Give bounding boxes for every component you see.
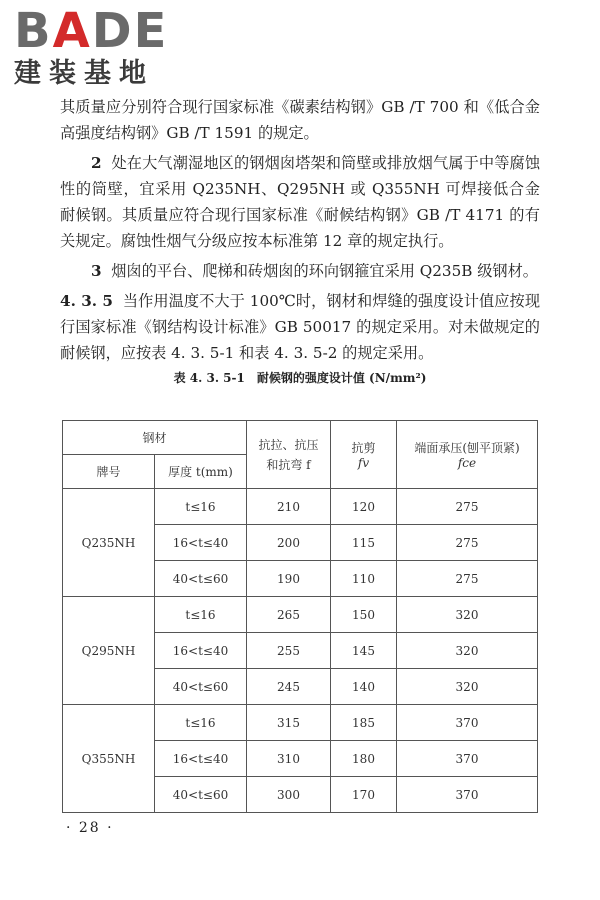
- table-row: [63, 597, 538, 633]
- header-tension: 抗拉、抗压和抗弯 f: [247, 421, 331, 489]
- section-number-4-3-5: 4. 3. 5: [60, 292, 113, 310]
- fce-cell: 275: [397, 561, 538, 597]
- paragraph-4-text: 当作用温度不大于 100℃时，钢材和焊缝的强度设计值应按现行国家标准《钢结构设计标准》GB 50017 的规定采用。对未做规定的耐候钢，应按表 4. 3. 5-1 和表 4. 3. 5-2 的规定采用。: [60, 292, 541, 362]
- paragraph-1: 其质量应分别符合现行国家标准《碳素结构钢》GB /T 700 和《低合金高强度结构钢》GB /T 1591 的规定。: [60, 98, 540, 142]
- grade-cell: Q235NH: [63, 489, 155, 597]
- header-shear-symbol: fv: [357, 456, 370, 470]
- thickness-cell: 16<t≤40: [155, 525, 247, 561]
- f-cell: 255: [247, 633, 331, 669]
- fv-cell: 150: [331, 597, 397, 633]
- fce-cell: 320: [397, 669, 538, 705]
- f-cell: 265: [247, 597, 331, 633]
- paragraph-2: [60, 150, 540, 254]
- f-cell: 310: [247, 741, 331, 777]
- grade-cell: Q295NH: [63, 597, 155, 705]
- fv-cell: 170: [331, 777, 397, 813]
- header-bearing: [397, 421, 538, 489]
- f-cell: 190: [247, 561, 331, 597]
- fce-cell: 370: [397, 705, 538, 741]
- thickness-cell: 40<t≤60: [155, 669, 247, 705]
- clause-number-2: 2: [91, 154, 102, 172]
- fv-cell: 185: [331, 705, 397, 741]
- thickness-cell: 16<t≤40: [155, 633, 247, 669]
- fv-cell: 180: [331, 741, 397, 777]
- thickness-cell: 40<t≤60: [155, 777, 247, 813]
- header-steel: 钢材: [63, 421, 247, 455]
- table-caption: 表 4. 3. 5-1 耐候钢的强度设计值 (N/mm²): [173, 371, 427, 385]
- paragraph-3-text: 烟囱的平台、爬梯和砖烟囱的环向钢箍宜采用 Q235B 级钢材。: [111, 262, 538, 280]
- header-thickness: 厚度 t(mm): [155, 455, 247, 489]
- grade-cell: Q355NH: [63, 705, 155, 813]
- logo-subtitle: 建装基地: [14, 58, 154, 89]
- paragraph-4: [60, 288, 540, 366]
- header-bearing-symbol: fce: [457, 456, 477, 470]
- table-row: [63, 489, 538, 525]
- document-body: [60, 94, 540, 392]
- fce-cell: 320: [397, 633, 538, 669]
- thickness-cell: t≤16: [155, 489, 247, 525]
- header-bearing-label: 端面承压(刨平顶紧): [414, 441, 520, 455]
- table-row: [63, 705, 538, 741]
- thickness-cell: 16<t≤40: [155, 741, 247, 777]
- fv-cell: 140: [331, 669, 397, 705]
- f-cell: 315: [247, 705, 331, 741]
- fv-cell: 120: [331, 489, 397, 525]
- header-grade: 牌号: [63, 455, 155, 489]
- thickness-cell: t≤16: [155, 597, 247, 633]
- fv-cell: 145: [331, 633, 397, 669]
- logo-wordmark: BADE: [14, 3, 169, 59]
- fv-cell: 115: [331, 525, 397, 561]
- thickness-cell: t≤16: [155, 705, 247, 741]
- header-shear: [331, 421, 397, 489]
- brand-logo: [14, 3, 184, 90]
- fce-cell: 370: [397, 777, 538, 813]
- f-cell: 200: [247, 525, 331, 561]
- clause-number-3: 3: [91, 262, 102, 280]
- f-cell: 245: [247, 669, 331, 705]
- paragraph-3: [60, 258, 540, 284]
- header-shear-label: 抗剪: [351, 441, 376, 455]
- thickness-cell: 40<t≤60: [155, 561, 247, 597]
- paragraph-2-text: 处在大气潮湿地区的钢烟囱塔架和筒壁或排放烟气属于中等腐蚀性的筒壁，宜采用 Q235NH、Q295NH 或 Q355NH 可焊接低合金耐候钢。其质量应符合现行国家标准《耐候结构钢》GB /T 4171 的有关规定。腐蚀性烟气分级应按本标准第 12 章的规定执行。: [60, 154, 541, 250]
- fce-cell: 275: [397, 489, 538, 525]
- strength-table: [62, 420, 538, 813]
- f-cell: 300: [247, 777, 331, 813]
- fce-cell: 275: [397, 525, 538, 561]
- fce-cell: 320: [397, 597, 538, 633]
- fce-cell: 370: [397, 741, 538, 777]
- fv-cell: 110: [331, 561, 397, 597]
- f-cell: 210: [247, 489, 331, 525]
- page-number: · 28 ·: [66, 820, 114, 836]
